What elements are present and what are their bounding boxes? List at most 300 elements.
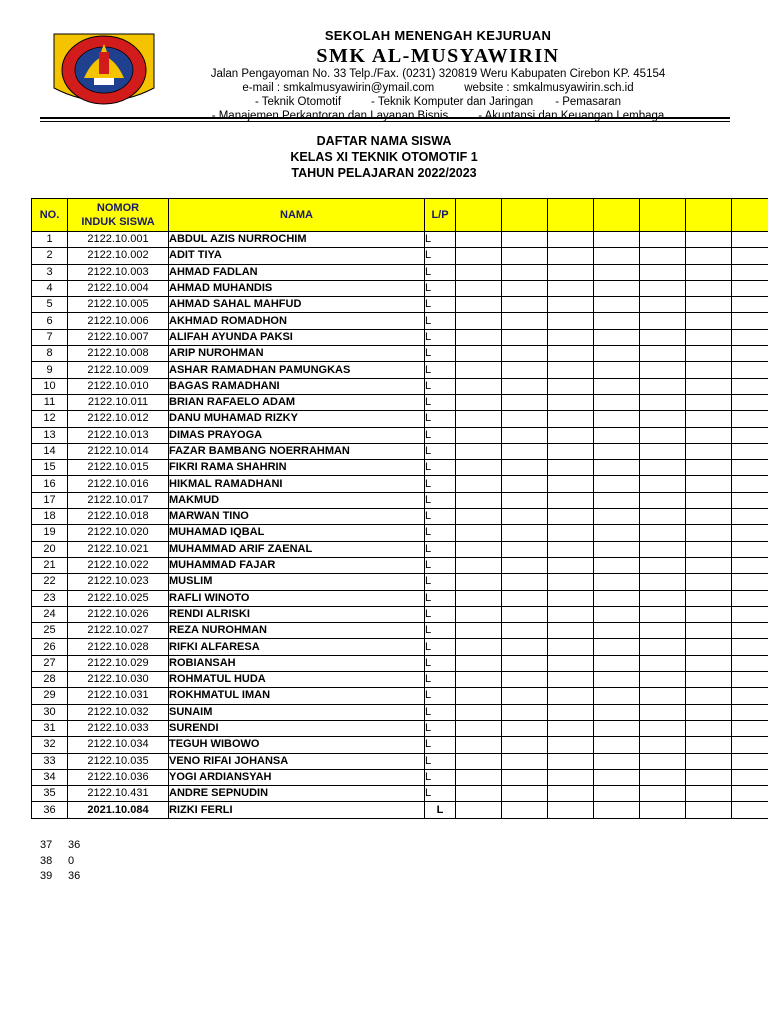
empty-cell bbox=[594, 639, 640, 655]
empty-cell bbox=[686, 606, 732, 622]
table-row bbox=[32, 492, 768, 508]
student-name: ROHMATUL HUDA bbox=[169, 672, 425, 688]
empty-cell bbox=[548, 443, 594, 459]
empty-cell bbox=[594, 460, 640, 476]
student-id: 2122.10.021 bbox=[68, 541, 169, 557]
table-row bbox=[32, 232, 768, 248]
empty-cell bbox=[732, 443, 768, 459]
header-empty bbox=[732, 199, 768, 232]
empty-cell bbox=[548, 248, 594, 264]
student-name: RAFLI WINOTO bbox=[169, 590, 425, 606]
table-row bbox=[32, 590, 768, 606]
empty-cell bbox=[640, 411, 686, 427]
empty-cell bbox=[548, 802, 594, 818]
empty-cell bbox=[502, 655, 548, 671]
document-title bbox=[0, 133, 768, 181]
empty-cell bbox=[686, 460, 732, 476]
empty-cell bbox=[686, 655, 732, 671]
empty-cell bbox=[640, 264, 686, 280]
empty-cell bbox=[732, 574, 768, 590]
empty-cell bbox=[732, 769, 768, 785]
row-number: 15 bbox=[32, 460, 68, 476]
student-name: AHMAD MUHANDIS bbox=[169, 280, 425, 296]
student-gender: L bbox=[425, 509, 456, 525]
student-id: 2122.10.001 bbox=[68, 232, 169, 248]
empty-cell bbox=[732, 232, 768, 248]
empty-cell bbox=[594, 704, 640, 720]
empty-cell bbox=[594, 313, 640, 329]
empty-cell bbox=[594, 753, 640, 769]
student-gender: L bbox=[425, 802, 456, 818]
empty-cell bbox=[456, 655, 502, 671]
empty-cell bbox=[548, 753, 594, 769]
empty-cell bbox=[686, 720, 732, 736]
student-id: 2122.10.031 bbox=[68, 688, 169, 704]
empty-cell bbox=[548, 280, 594, 296]
empty-cell bbox=[732, 623, 768, 639]
empty-cell bbox=[686, 688, 732, 704]
row-number: 9 bbox=[32, 362, 68, 378]
program-item: - Pemasaran bbox=[555, 96, 622, 108]
empty-cell bbox=[640, 606, 686, 622]
student-name: VENO RIFAI JOHANSA bbox=[169, 753, 425, 769]
empty-cell bbox=[502, 786, 548, 802]
row-number: 36 bbox=[32, 802, 68, 818]
table-row bbox=[32, 346, 768, 362]
table-row bbox=[32, 280, 768, 296]
empty-cell bbox=[686, 786, 732, 802]
empty-cell bbox=[594, 427, 640, 443]
empty-cell bbox=[640, 541, 686, 557]
empty-cell bbox=[686, 264, 732, 280]
empty-cell bbox=[594, 606, 640, 622]
student-name: FIKRI RAMA SHAHRIN bbox=[169, 460, 425, 476]
empty-cell bbox=[686, 590, 732, 606]
empty-cell bbox=[548, 329, 594, 345]
student-gender: L bbox=[425, 623, 456, 639]
empty-cell bbox=[686, 509, 732, 525]
empty-cell bbox=[502, 232, 548, 248]
program-item: - Akuntansi dan Keuangan Lembaga bbox=[478, 110, 665, 122]
table-row bbox=[32, 362, 768, 378]
student-id: 2122.10.014 bbox=[68, 443, 169, 459]
empty-cell bbox=[640, 378, 686, 394]
student-gender: L bbox=[425, 427, 456, 443]
student-name: MARWAN TINO bbox=[169, 509, 425, 525]
empty-cell bbox=[594, 264, 640, 280]
empty-cell bbox=[640, 232, 686, 248]
empty-cell bbox=[732, 476, 768, 492]
program-item: - Manajemen Perkantoran dan Layanan Bisnis bbox=[211, 110, 449, 122]
empty-cell bbox=[502, 541, 548, 557]
empty-cell bbox=[548, 346, 594, 362]
empty-cell bbox=[548, 720, 594, 736]
empty-cell bbox=[502, 248, 548, 264]
table-row bbox=[32, 737, 768, 753]
student-name: TEGUH WIBOWO bbox=[169, 737, 425, 753]
student-gender: L bbox=[425, 574, 456, 590]
table-row bbox=[32, 606, 768, 622]
summary-stats bbox=[40, 838, 80, 885]
student-name: AHMAD SAHAL MAHFUD bbox=[169, 297, 425, 313]
empty-cell bbox=[456, 557, 502, 573]
empty-cell bbox=[548, 590, 594, 606]
row-number: 10 bbox=[32, 378, 68, 394]
student-gender: L bbox=[425, 541, 456, 557]
empty-cell bbox=[686, 297, 732, 313]
table-row bbox=[32, 769, 768, 785]
student-gender: L bbox=[425, 688, 456, 704]
empty-cell bbox=[594, 623, 640, 639]
row-number: 4 bbox=[32, 280, 68, 296]
letterhead-text bbox=[168, 28, 708, 123]
empty-cell bbox=[502, 346, 548, 362]
empty-cell bbox=[686, 362, 732, 378]
empty-cell bbox=[502, 394, 548, 410]
table-row bbox=[32, 411, 768, 427]
empty-cell bbox=[732, 802, 768, 818]
empty-cell bbox=[502, 297, 548, 313]
student-gender: L bbox=[425, 280, 456, 296]
table-row bbox=[32, 427, 768, 443]
table-row bbox=[32, 655, 768, 671]
empty-cell bbox=[640, 509, 686, 525]
empty-cell bbox=[640, 704, 686, 720]
empty-cell bbox=[732, 460, 768, 476]
header-empty bbox=[456, 199, 502, 232]
student-name: SURENDI bbox=[169, 720, 425, 736]
table-row bbox=[32, 672, 768, 688]
empty-cell bbox=[548, 786, 594, 802]
table-row bbox=[32, 639, 768, 655]
row-number: 19 bbox=[32, 525, 68, 541]
empty-cell bbox=[732, 672, 768, 688]
empty-cell bbox=[594, 720, 640, 736]
empty-cell bbox=[548, 639, 594, 655]
header-empty bbox=[594, 199, 640, 232]
email-text: e-mail : smkalmusyawirin@ymail.com bbox=[242, 82, 435, 94]
empty-cell bbox=[640, 786, 686, 802]
empty-cell bbox=[686, 378, 732, 394]
empty-cell bbox=[640, 557, 686, 573]
student-gender: L bbox=[425, 248, 456, 264]
empty-cell bbox=[456, 688, 502, 704]
empty-cell bbox=[686, 525, 732, 541]
empty-cell bbox=[456, 492, 502, 508]
empty-cell bbox=[502, 590, 548, 606]
empty-cell bbox=[640, 590, 686, 606]
title-line-2: KELAS XI TEKNIK OTOMOTIF 1 bbox=[290, 150, 478, 164]
empty-cell bbox=[594, 443, 640, 459]
student-gender: L bbox=[425, 362, 456, 378]
empty-cell bbox=[548, 541, 594, 557]
empty-cell bbox=[456, 769, 502, 785]
student-name: DIMAS PRAYOGA bbox=[169, 427, 425, 443]
empty-cell bbox=[732, 655, 768, 671]
title-line-1: DAFTAR NAMA SISWA bbox=[316, 134, 452, 148]
student-name: SUNAIM bbox=[169, 704, 425, 720]
empty-cell bbox=[686, 541, 732, 557]
empty-cell bbox=[502, 753, 548, 769]
empty-cell bbox=[594, 769, 640, 785]
empty-cell bbox=[456, 394, 502, 410]
empty-cell bbox=[732, 280, 768, 296]
student-name: ROKHMATUL IMAN bbox=[169, 688, 425, 704]
stat-row bbox=[40, 869, 80, 885]
empty-cell bbox=[640, 525, 686, 541]
student-id: 2122.10.029 bbox=[68, 655, 169, 671]
empty-cell bbox=[502, 639, 548, 655]
programs-line-1 bbox=[168, 95, 708, 109]
empty-cell bbox=[640, 720, 686, 736]
student-gender: L bbox=[425, 394, 456, 410]
student-gender: L bbox=[425, 329, 456, 345]
table-row bbox=[32, 394, 768, 410]
empty-cell bbox=[502, 509, 548, 525]
empty-cell bbox=[502, 492, 548, 508]
empty-cell bbox=[502, 688, 548, 704]
row-number: 35 bbox=[32, 786, 68, 802]
student-gender: L bbox=[425, 753, 456, 769]
empty-cell bbox=[732, 541, 768, 557]
student-id: 2122.10.033 bbox=[68, 720, 169, 736]
empty-cell bbox=[456, 786, 502, 802]
empty-cell bbox=[640, 492, 686, 508]
empty-cell bbox=[594, 362, 640, 378]
empty-cell bbox=[732, 525, 768, 541]
stat-key: 39 bbox=[40, 870, 53, 882]
empty-cell bbox=[548, 623, 594, 639]
student-gender: L bbox=[425, 655, 456, 671]
student-name: RENDI ALRISKI bbox=[169, 606, 425, 622]
row-number: 8 bbox=[32, 346, 68, 362]
empty-cell bbox=[594, 802, 640, 818]
empty-cell bbox=[686, 232, 732, 248]
empty-cell bbox=[456, 672, 502, 688]
student-gender: L bbox=[425, 786, 456, 802]
row-number: 1 bbox=[32, 232, 68, 248]
title-line-3: TAHUN PELAJARAN 2022/2023 bbox=[291, 166, 477, 180]
header-empty bbox=[502, 199, 548, 232]
stat-key: 37 bbox=[40, 839, 53, 851]
empty-cell bbox=[548, 313, 594, 329]
empty-cell bbox=[594, 346, 640, 362]
student-id: 2122.10.026 bbox=[68, 606, 169, 622]
empty-cell bbox=[732, 737, 768, 753]
empty-cell bbox=[548, 672, 594, 688]
empty-cell bbox=[456, 411, 502, 427]
row-number: 16 bbox=[32, 476, 68, 492]
student-gender: L bbox=[425, 232, 456, 248]
empty-cell bbox=[732, 557, 768, 573]
empty-cell bbox=[548, 476, 594, 492]
empty-cell bbox=[594, 378, 640, 394]
empty-cell bbox=[732, 590, 768, 606]
empty-cell bbox=[594, 476, 640, 492]
empty-cell bbox=[456, 378, 502, 394]
empty-cell bbox=[502, 525, 548, 541]
empty-cell bbox=[594, 688, 640, 704]
empty-cell bbox=[640, 443, 686, 459]
student-name: HIKMAL RAMADHANI bbox=[169, 476, 425, 492]
student-name: BAGAS RAMADHANI bbox=[169, 378, 425, 394]
empty-cell bbox=[456, 574, 502, 590]
empty-cell bbox=[502, 623, 548, 639]
empty-cell bbox=[456, 704, 502, 720]
empty-cell bbox=[548, 606, 594, 622]
empty-cell bbox=[732, 264, 768, 280]
table-row bbox=[32, 476, 768, 492]
empty-cell bbox=[502, 329, 548, 345]
empty-cell bbox=[502, 362, 548, 378]
empty-cell bbox=[594, 541, 640, 557]
table-row bbox=[32, 378, 768, 394]
student-name: ABDUL AZIS NURROCHIM bbox=[169, 232, 425, 248]
header-empty bbox=[640, 199, 686, 232]
student-id: 2122.10.431 bbox=[68, 786, 169, 802]
row-number: 26 bbox=[32, 639, 68, 655]
row-number: 7 bbox=[32, 329, 68, 345]
empty-cell bbox=[594, 280, 640, 296]
empty-cell bbox=[594, 232, 640, 248]
empty-cell bbox=[548, 704, 594, 720]
student-id: 2122.10.017 bbox=[68, 492, 169, 508]
table-row bbox=[32, 313, 768, 329]
empty-cell bbox=[640, 427, 686, 443]
empty-cell bbox=[456, 297, 502, 313]
empty-cell bbox=[548, 232, 594, 248]
empty-cell bbox=[548, 427, 594, 443]
empty-cell bbox=[502, 769, 548, 785]
empty-cell bbox=[732, 492, 768, 508]
empty-cell bbox=[594, 786, 640, 802]
empty-cell bbox=[686, 753, 732, 769]
header-empty bbox=[548, 199, 594, 232]
student-id: 2122.10.025 bbox=[68, 590, 169, 606]
empty-cell bbox=[456, 329, 502, 345]
empty-cell bbox=[732, 786, 768, 802]
student-id: 2122.10.018 bbox=[68, 509, 169, 525]
row-number: 29 bbox=[32, 688, 68, 704]
empty-cell bbox=[640, 753, 686, 769]
header-empty bbox=[686, 199, 732, 232]
empty-cell bbox=[456, 476, 502, 492]
empty-cell bbox=[456, 248, 502, 264]
empty-cell bbox=[686, 346, 732, 362]
student-gender: L bbox=[425, 297, 456, 313]
empty-cell bbox=[686, 492, 732, 508]
empty-cell bbox=[732, 313, 768, 329]
student-name: AKHMAD ROMADHON bbox=[169, 313, 425, 329]
student-id: 2122.10.027 bbox=[68, 623, 169, 639]
empty-cell bbox=[686, 623, 732, 639]
student-id: 2122.10.028 bbox=[68, 639, 169, 655]
empty-cell bbox=[732, 297, 768, 313]
header-nama: NAMA bbox=[169, 199, 425, 232]
empty-cell bbox=[732, 378, 768, 394]
row-number: 24 bbox=[32, 606, 68, 622]
table-body bbox=[32, 232, 768, 819]
empty-cell bbox=[640, 280, 686, 296]
empty-cell bbox=[594, 590, 640, 606]
empty-cell bbox=[686, 737, 732, 753]
empty-cell bbox=[456, 590, 502, 606]
table-row bbox=[32, 443, 768, 459]
empty-cell bbox=[594, 574, 640, 590]
student-roster-table bbox=[31, 198, 768, 819]
table-row bbox=[32, 509, 768, 525]
empty-cell bbox=[502, 672, 548, 688]
empty-cell bbox=[502, 802, 548, 818]
empty-cell bbox=[548, 492, 594, 508]
student-id: 2122.10.008 bbox=[68, 346, 169, 362]
empty-cell bbox=[732, 362, 768, 378]
empty-cell bbox=[640, 574, 686, 590]
empty-cell bbox=[548, 378, 594, 394]
empty-cell bbox=[456, 460, 502, 476]
empty-cell bbox=[732, 704, 768, 720]
row-number: 30 bbox=[32, 704, 68, 720]
row-number: 14 bbox=[32, 443, 68, 459]
program-item: - Teknik Otomotif bbox=[254, 96, 342, 108]
student-gender: L bbox=[425, 737, 456, 753]
empty-cell bbox=[502, 704, 548, 720]
student-name: BRIAN RAFAELO ADAM bbox=[169, 394, 425, 410]
student-gender: L bbox=[425, 460, 456, 476]
empty-cell bbox=[594, 737, 640, 753]
student-name: MUHAMAD IQBAL bbox=[169, 525, 425, 541]
empty-cell bbox=[548, 394, 594, 410]
student-gender: L bbox=[425, 769, 456, 785]
stat-value: 36 bbox=[68, 839, 81, 851]
empty-cell bbox=[686, 769, 732, 785]
row-number: 27 bbox=[32, 655, 68, 671]
empty-cell bbox=[456, 232, 502, 248]
empty-cell bbox=[640, 802, 686, 818]
student-name: ROBIANSAH bbox=[169, 655, 425, 671]
empty-cell bbox=[732, 753, 768, 769]
empty-cell bbox=[732, 411, 768, 427]
student-name: DANU MUHAMAD RIZKY bbox=[169, 411, 425, 427]
empty-cell bbox=[502, 476, 548, 492]
empty-cell bbox=[456, 313, 502, 329]
empty-cell bbox=[502, 313, 548, 329]
empty-cell bbox=[640, 737, 686, 753]
letterhead-divider bbox=[40, 117, 730, 119]
school-name: SMK AL-MUSYAWIRIN bbox=[316, 45, 560, 67]
student-id: 2122.10.004 bbox=[68, 280, 169, 296]
empty-cell bbox=[640, 329, 686, 345]
empty-cell bbox=[640, 672, 686, 688]
empty-cell bbox=[594, 297, 640, 313]
empty-cell bbox=[456, 264, 502, 280]
row-number: 6 bbox=[32, 313, 68, 329]
website-text: website : smkalmusyawirin.sch.id bbox=[464, 82, 634, 94]
student-id: 2122.10.034 bbox=[68, 737, 169, 753]
empty-cell bbox=[640, 476, 686, 492]
empty-cell bbox=[594, 672, 640, 688]
empty-cell bbox=[502, 606, 548, 622]
empty-cell bbox=[686, 329, 732, 345]
empty-cell bbox=[456, 802, 502, 818]
empty-cell bbox=[456, 737, 502, 753]
empty-cell bbox=[686, 802, 732, 818]
student-id: 2122.10.002 bbox=[68, 248, 169, 264]
empty-cell bbox=[686, 280, 732, 296]
table-row bbox=[32, 248, 768, 264]
empty-cell bbox=[594, 394, 640, 410]
empty-cell bbox=[548, 297, 594, 313]
